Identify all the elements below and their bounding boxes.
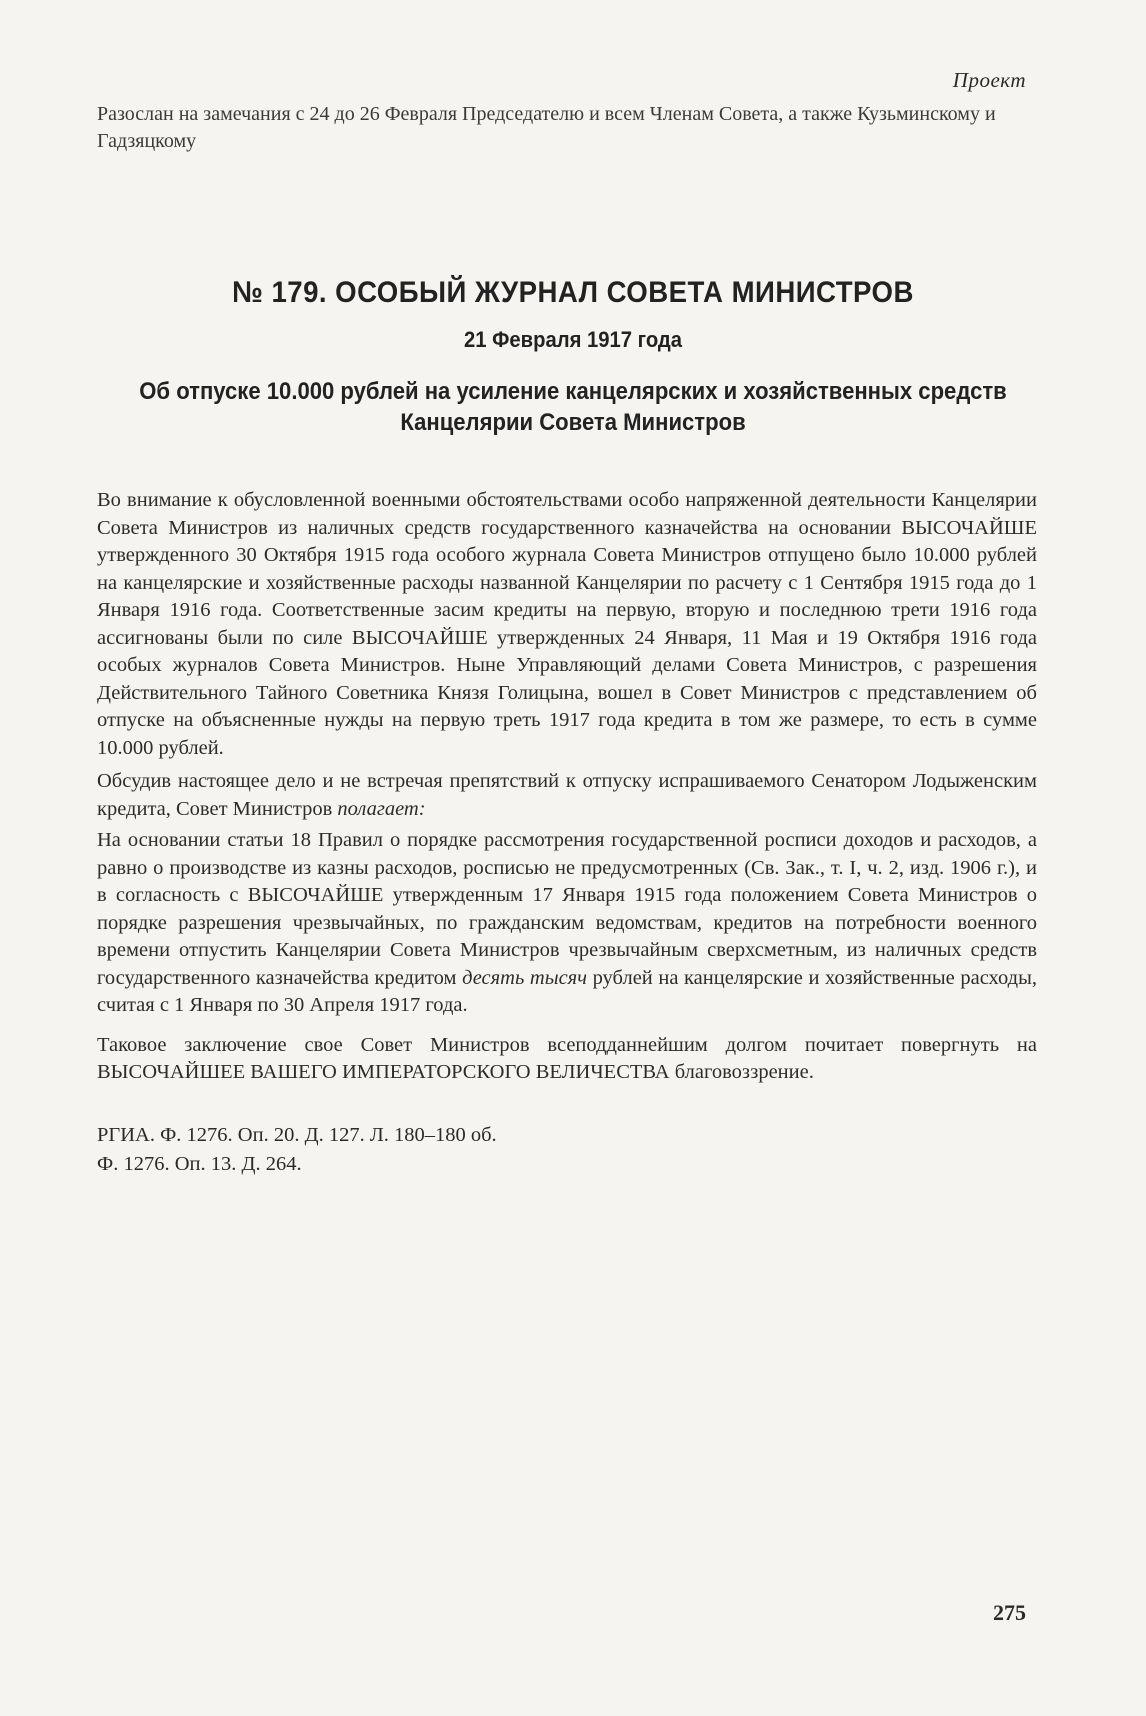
reference-line-2: Ф. 1276. Оп. 13. Д. 264. [97,1153,302,1175]
document-body [97,487,1037,1087]
draft-label: Проект [952,68,1026,92]
paragraph-1-text: Во внимание к обусловленной военными обстоятельствами особо напряженной деятельности Канцелярии Совета Министров из наличных средств государственного казначейства на основании ВЫСОЧАЙШЕ утвержденного 30 Октября 1915 года особого журнала Совета Министров отпущено было 10.000 рублей на канцелярские и хозяйственные расходы названной Канцелярии по расчету с 1 Сентября 1915 года до 1 Января 1916 года. Соответственные засим кредиты на первую, вторую и последнюю трети 1916 года ассигнованы были по силе ВЫСОЧАЙШЕ утвержденных 24 Января, 11 Мая и 19 Октября 1916 года особых журналов Совета Министров. Ныне Управляющий делами Совета Министров, с разрешения Действительного Тайного Советника Князя Голицына, вошел в Совет Министров с представлением об отпуске на объясненные нужды на первую треть 1917 года кредита в том же размере, то есть в сумме 10.000 рублей. [97,489,1037,759]
paragraph-2-italic: полагает: [337,797,426,820]
paragraph-3-text-b: рублей на канцелярские и хозяйственные расходы, считая с 1 Января по 30 Апреля 1917 года. [97,966,1037,1016]
paragraph-1 [97,487,1037,762]
paragraph-3-text-a: На основании статьи 18 Правил о порядке рассмотрения государственной росписи доходов и расходов, а равно о производстве из казны расходов, росписью не предусмотренных (Св. Зак., т. I, ч. 2, изд. 1906 г.), и в согласность с ВЫСОЧАЙШЕ утвержденным 17 Января 1915 года положением Совета Министров о порядке разрешения чрезвычайных, по гражданским ведомствам, кредитов на потребности военного времени отпустить Канцелярии Совета Министров чрезвычайным сверхсметным, из наличных средств государственного казначейства кредитом [97,829,1037,989]
document-subject [46,376,1100,438]
paragraph-2 [97,768,1037,823]
paragraph-4-text: Таковое заключение свое Совет Министров всеподданнейшим долгом почитает повергнуть на ВЫСОЧАЙШЕЕ ВАШЕГО ИМПЕРАТОРСКОГО ВЕЛИЧЕСТВА благовоззрение. [97,1033,1037,1083]
page-number: 275 [993,1600,1026,1625]
subject-line-1: Об отпуске 10.000 рублей на усиление канцелярских и хозяйственных средств [139,378,1007,405]
document-date: 21 Февраля 1917 года [463,327,683,352]
distribution-note: Разослан на замечания с 24 до 26 Февраля Председателю и всем Членам Совета, а также Кузьминскому и Гадзяцкому [97,103,996,152]
paragraph-4 [97,1032,1037,1087]
document-title: № 179. ОСОБЫЙ ЖУРНАЛ СОВЕТА МИНИСТРОВ [232,276,914,309]
archive-references [97,1121,497,1179]
paragraph-2-text: Обсудив настоящее дело и не встречая препятствий к отпуску испрашиваемого Сенатором Лодыженским кредита, Совет Министров [97,770,1037,820]
reference-line-1: РГИА. Ф. 1276. Оп. 20. Д. 127. Л. 180–180 об. [97,1124,497,1146]
paragraph-3 [97,827,1037,1020]
subject-line-2: Канцелярии Совета Министров [400,409,746,436]
paragraph-3-italic: десять тысяч [462,966,587,989]
